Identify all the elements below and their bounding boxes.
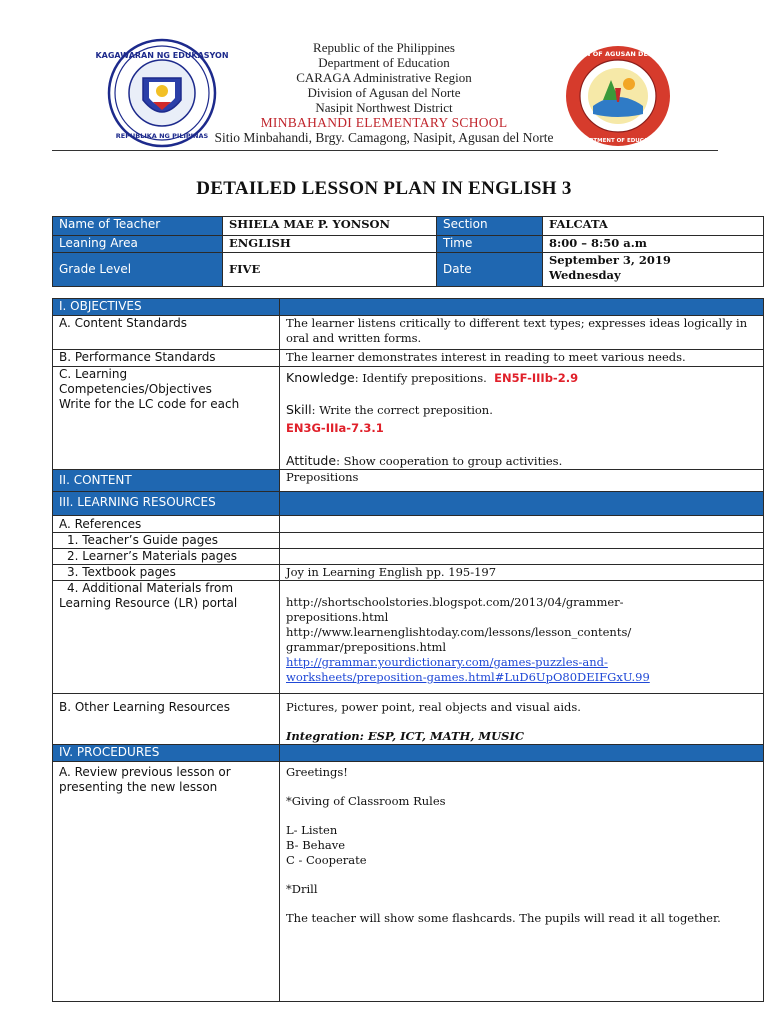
greetings-text: Greetings! — [286, 765, 348, 779]
svg-text:DEPARTMENT OF EDUCATION: DEPARTMENT OF EDUCATION — [573, 138, 663, 144]
other-resources-text: Pictures, power point, real objects and visual aids. — [286, 700, 581, 714]
additional-materials-label-line1: 4. Additional Materials from — [67, 581, 234, 595]
attitude-label: Attitude — [286, 453, 337, 468]
competencies-label-line2: Competencies/Objectives — [59, 382, 212, 396]
section-value: FALCATA — [543, 217, 764, 236]
section-label: Section — [437, 217, 543, 236]
other-resources-value — [280, 694, 764, 745]
textbook-value: Joy in Learning English pp. 195-197 — [280, 565, 764, 581]
area-value: ENGLISH — [223, 236, 437, 253]
grade-value: FIVE — [223, 253, 437, 287]
review-label — [53, 762, 280, 1002]
review-label-line1: A. Review previous lesson or — [59, 765, 231, 779]
resources-heading-fill — [280, 492, 764, 516]
review-value — [280, 762, 764, 1002]
header-line-district: Nasipit Northwest District — [315, 100, 453, 115]
classroom-rules-text: *Giving of Classroom Rules — [286, 794, 446, 808]
learners-materials-label: 2. Learner’s Materials pages — [53, 549, 280, 565]
knowledge-code: EN5F-IIIb-2.9 — [494, 371, 579, 385]
performance-standards-value: The learner demonstrates interest in reading to meet various needs. — [280, 350, 764, 367]
references-label: A. References — [53, 516, 280, 533]
teachers-guide-label: 1. Teacher’s Guide pages — [53, 533, 280, 549]
school-address: Sitio Minbahandi, Brgy. Camagong, Nasipit, Agusan del Norte — [214, 130, 554, 145]
objectives-heading: I. OBJECTIVES — [53, 299, 280, 316]
drill-text: *Drill — [286, 882, 318, 896]
textbook-label: 3. Textbook pages — [53, 565, 280, 581]
flashcards-text: The teacher will show some flashcards. The pupils will read it all together. — [286, 911, 721, 925]
header-line-republic: Republic of the Philippines — [313, 40, 455, 55]
svg-text:REPUBLIKA NG PILIPINAS: REPUBLIKA NG PILIPINAS — [115, 132, 209, 140]
teachers-guide-value — [280, 533, 764, 549]
time-value: 8:00 – 8:50 a.m — [543, 236, 764, 253]
competencies-label-line1: C. Learning — [59, 367, 128, 381]
svg-text:KAGAWARAN NG EDUKASYON: KAGAWARAN NG EDUKASYON — [95, 51, 229, 60]
skill-label: Skill — [286, 402, 312, 417]
url-1-line2: prepositions.html — [286, 610, 389, 624]
objectives-heading-fill — [280, 299, 764, 316]
additional-materials-value — [280, 581, 764, 694]
url-1-line1: http://shortschoolstories.blogspot.com/2013/04/grammer- — [286, 595, 624, 609]
rule-cooperate: C - Cooperate — [286, 853, 367, 867]
additional-materials-label — [53, 581, 280, 694]
teacher-value: SHIELA MAE P. YONSON — [223, 217, 437, 236]
knowledge-text: : Identify prepositions. — [354, 371, 487, 385]
procedures-heading-fill — [280, 745, 764, 762]
date-label: Date — [437, 253, 543, 287]
header-line-deped: Department of Education — [318, 55, 450, 70]
plan-table — [52, 298, 764, 1002]
content-heading: II. CONTENT — [53, 470, 280, 492]
skill-text: : Write the correct preposition. — [311, 403, 493, 417]
attitude-text: : Show cooperation to group activities. — [336, 454, 563, 468]
teacher-label: Name of Teacher — [53, 217, 223, 236]
header-line-region: CARAGA Administrative Region — [296, 70, 472, 85]
school-name: MINBAHANDI ELEMENTARY SCHOOL — [260, 115, 508, 130]
date-value — [543, 253, 764, 287]
url-3-link-line1[interactable]: http://grammar.yourdictionary.com/games-puzzles-and- — [286, 655, 608, 669]
page-title: DETAILED LESSON PLAN IN ENGLISH 3 — [196, 178, 572, 199]
knowledge-label: Knowledge — [286, 370, 355, 385]
grade-label: Grade Level — [53, 253, 223, 287]
learners-materials-value — [280, 549, 764, 565]
resources-heading: III. LEARNING RESOURCES — [53, 492, 280, 516]
svg-text:DIVISION OF AGUSAN DEL NORTE: DIVISION OF AGUSAN DEL NORTE — [557, 50, 679, 58]
additional-materials-label-line2: Learning Resource (LR) portal — [59, 596, 238, 610]
content-standards-label: A. Content Standards — [53, 316, 280, 350]
rule-behave: B- Behave — [286, 838, 346, 852]
header-line-division: Division of Agusan del Norte — [307, 85, 461, 100]
content-standards-value: The learner listens critically to different text types; expresses ideas logically in oral and written forms. — [280, 316, 764, 350]
info-table — [52, 216, 764, 287]
competencies-label-line3: Write for the LC code for each — [59, 397, 240, 411]
skill-code: EN3G-IIIa-7.3.1 — [286, 421, 384, 435]
references-value — [280, 516, 764, 533]
competencies-label — [53, 367, 280, 470]
url-2-line1: http://www.learnenglishtoday.com/lessons/lesson_contents/ — [286, 625, 632, 639]
performance-standards-label: B. Performance Standards — [53, 350, 280, 367]
date-line1: September 3, 2019 — [549, 253, 671, 267]
date-line2: Wednesday — [549, 268, 621, 282]
header-divider — [52, 150, 718, 151]
content-value: Prepositions — [280, 470, 764, 492]
other-resources-label: B. Other Learning Resources — [53, 694, 280, 745]
competencies-value — [280, 367, 764, 470]
rule-listen: L- Listen — [286, 823, 338, 837]
url-2-line2: grammar/prepositions.html — [286, 640, 447, 654]
integration-text: Integration: ESP, ICT, MATH, MUSIC — [286, 729, 525, 743]
time-label: Time — [437, 236, 543, 253]
review-label-line2: presenting the new lesson — [59, 780, 218, 794]
procedures-heading: IV. PROCEDURES — [53, 745, 280, 762]
area-label: Leaning Area — [53, 236, 223, 253]
url-3-link-line2[interactable]: worksheets/preposition-games.html#LuD6UpO80DEIFGxU.99 — [286, 670, 650, 684]
